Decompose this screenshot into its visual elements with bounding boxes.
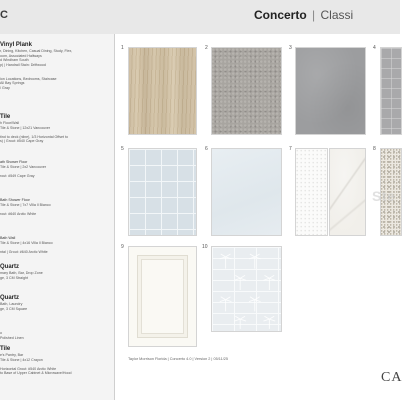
section-line: ion Locations, Bedrooms, Staircase — [0, 76, 57, 81]
section-line: Horizontal Grout: #540 Arctic White — [0, 366, 57, 371]
swatch-number: 5 — [121, 146, 124, 152]
section-line: Tile & Stone | 2x2 Vancouver — [0, 164, 47, 169]
section-heading: Quartz — [0, 264, 20, 270]
section-line: Tile & Stone | 4x12 Crayon — [0, 357, 43, 362]
swatch-number: 3 — [289, 45, 292, 51]
palm-pattern-icon — [212, 247, 281, 331]
finish-descriptions — [0, 34, 115, 400]
section-backsplash-tile — [0, 346, 112, 376]
section-heading: Tile — [0, 114, 11, 120]
swatch-number: 10 — [202, 244, 208, 250]
section-quartz-secondary — [0, 295, 112, 311]
section-tile-bath-floor-wall — [0, 114, 112, 144]
section-heading: Vinyl Plank — [0, 42, 32, 48]
collection-name: Classi — [320, 8, 354, 22]
section-line: s) | Grout: #540 Cape Gray — [0, 139, 44, 144]
section-line: oom, Associated Hallways — [0, 53, 42, 58]
section-line: ge, 3 CM Square — [0, 306, 28, 311]
section-line: All Bay Springs — [0, 81, 25, 86]
section-line: ge, 3 CM Straight — [0, 275, 28, 280]
section-line: e's Pantry, Bar — [0, 353, 24, 357]
section-line: ntal | Grout: #640 Arctic White — [0, 249, 48, 254]
footer-caption: Taylor Morrison Florida | Concerto 4.0 | Version 2 | 05/11/25 — [128, 357, 228, 361]
section-line: ath Shower Floor — [0, 160, 28, 164]
section-line: p) | Handrail Stain: Driftwood — [0, 62, 46, 67]
section-line: o — [0, 331, 2, 335]
section-line: h Floor/Wall — [0, 121, 20, 125]
project-name: Concerto — [254, 8, 307, 22]
section-heading: Tile — [0, 346, 11, 352]
cabinet-door-panel — [137, 255, 188, 338]
section-line: Tile & Stone | 4x16 Villa Il Bianco — [0, 240, 53, 245]
brand-logo: CA — [381, 370, 402, 385]
section-line: / Gray — [0, 85, 10, 90]
section-line: mary Bath, Bar, Drop Zone — [0, 271, 43, 275]
swatch-number: 4 — [373, 45, 376, 51]
page-title — [254, 8, 353, 22]
swatch-number: 1 — [121, 45, 124, 51]
section-line: Bath Shower Floor — [0, 198, 30, 202]
swatch-image-vinyl-plank[interactable] — [128, 47, 197, 135]
swatch-number: 2 — [205, 45, 208, 51]
swatch-image-marble[interactable] — [329, 148, 366, 236]
section-line: to Base of Upper Cabinet & Microwave/Hood — [0, 371, 72, 376]
swatch-image-mosaic-gray[interactable] — [380, 47, 402, 135]
swatch-image-quartz-white[interactable] — [295, 148, 328, 236]
swatch-image-tile-gray[interactable] — [295, 47, 366, 135]
section-quartz-primary — [0, 264, 112, 280]
watermark-text: Ste — [372, 188, 396, 204]
section-line: d Windham South — [0, 58, 29, 63]
section-line: Polished Linen — [0, 335, 24, 340]
title-separator: | — [312, 8, 316, 22]
swatch-number: 8 — [373, 146, 376, 152]
swatch-image-tile-blue-grid[interactable] — [128, 148, 197, 236]
section-line: Bath, Laundry — [0, 302, 23, 306]
section-line: r, Dining, Kitchen, Casual Dining, Study, Flex, — [0, 49, 73, 53]
section-bath-wall — [0, 236, 112, 254]
section-line: Bath Wall — [0, 236, 16, 240]
swatch-number: 7 — [289, 146, 292, 152]
section-line: Tile & Stone | 12x21 Vancouver — [0, 125, 51, 130]
section-shower-floor-7x7 — [0, 198, 112, 216]
collection-code: C — [0, 9, 8, 21]
swatch-number: 9 — [121, 244, 124, 250]
swatch-image-backsplash-tile[interactable] — [211, 246, 282, 332]
section-line: rout: #640 Arctic White — [0, 211, 37, 216]
swatch-image-quartz[interactable] — [211, 47, 282, 135]
swatch-image-cabinet-door[interactable] — [128, 246, 197, 347]
swatch-number: 6 — [205, 146, 208, 152]
section-line: Tile & Stone | 7x7 Villa Il Bianco — [0, 202, 51, 207]
section-shower-floor-2x2 — [0, 160, 112, 178]
section-heading: Quartz — [0, 295, 20, 301]
section-vinyl-plank — [0, 42, 112, 90]
section-line: tind to deck (nline), 1/3 Horizontal Offset to — [0, 134, 69, 139]
header-bar — [0, 0, 400, 34]
section-paint — [0, 331, 112, 340]
section-line: rout: #549 Cape Gray — [0, 173, 35, 178]
swatch-image-wall-tile[interactable] — [211, 148, 282, 236]
